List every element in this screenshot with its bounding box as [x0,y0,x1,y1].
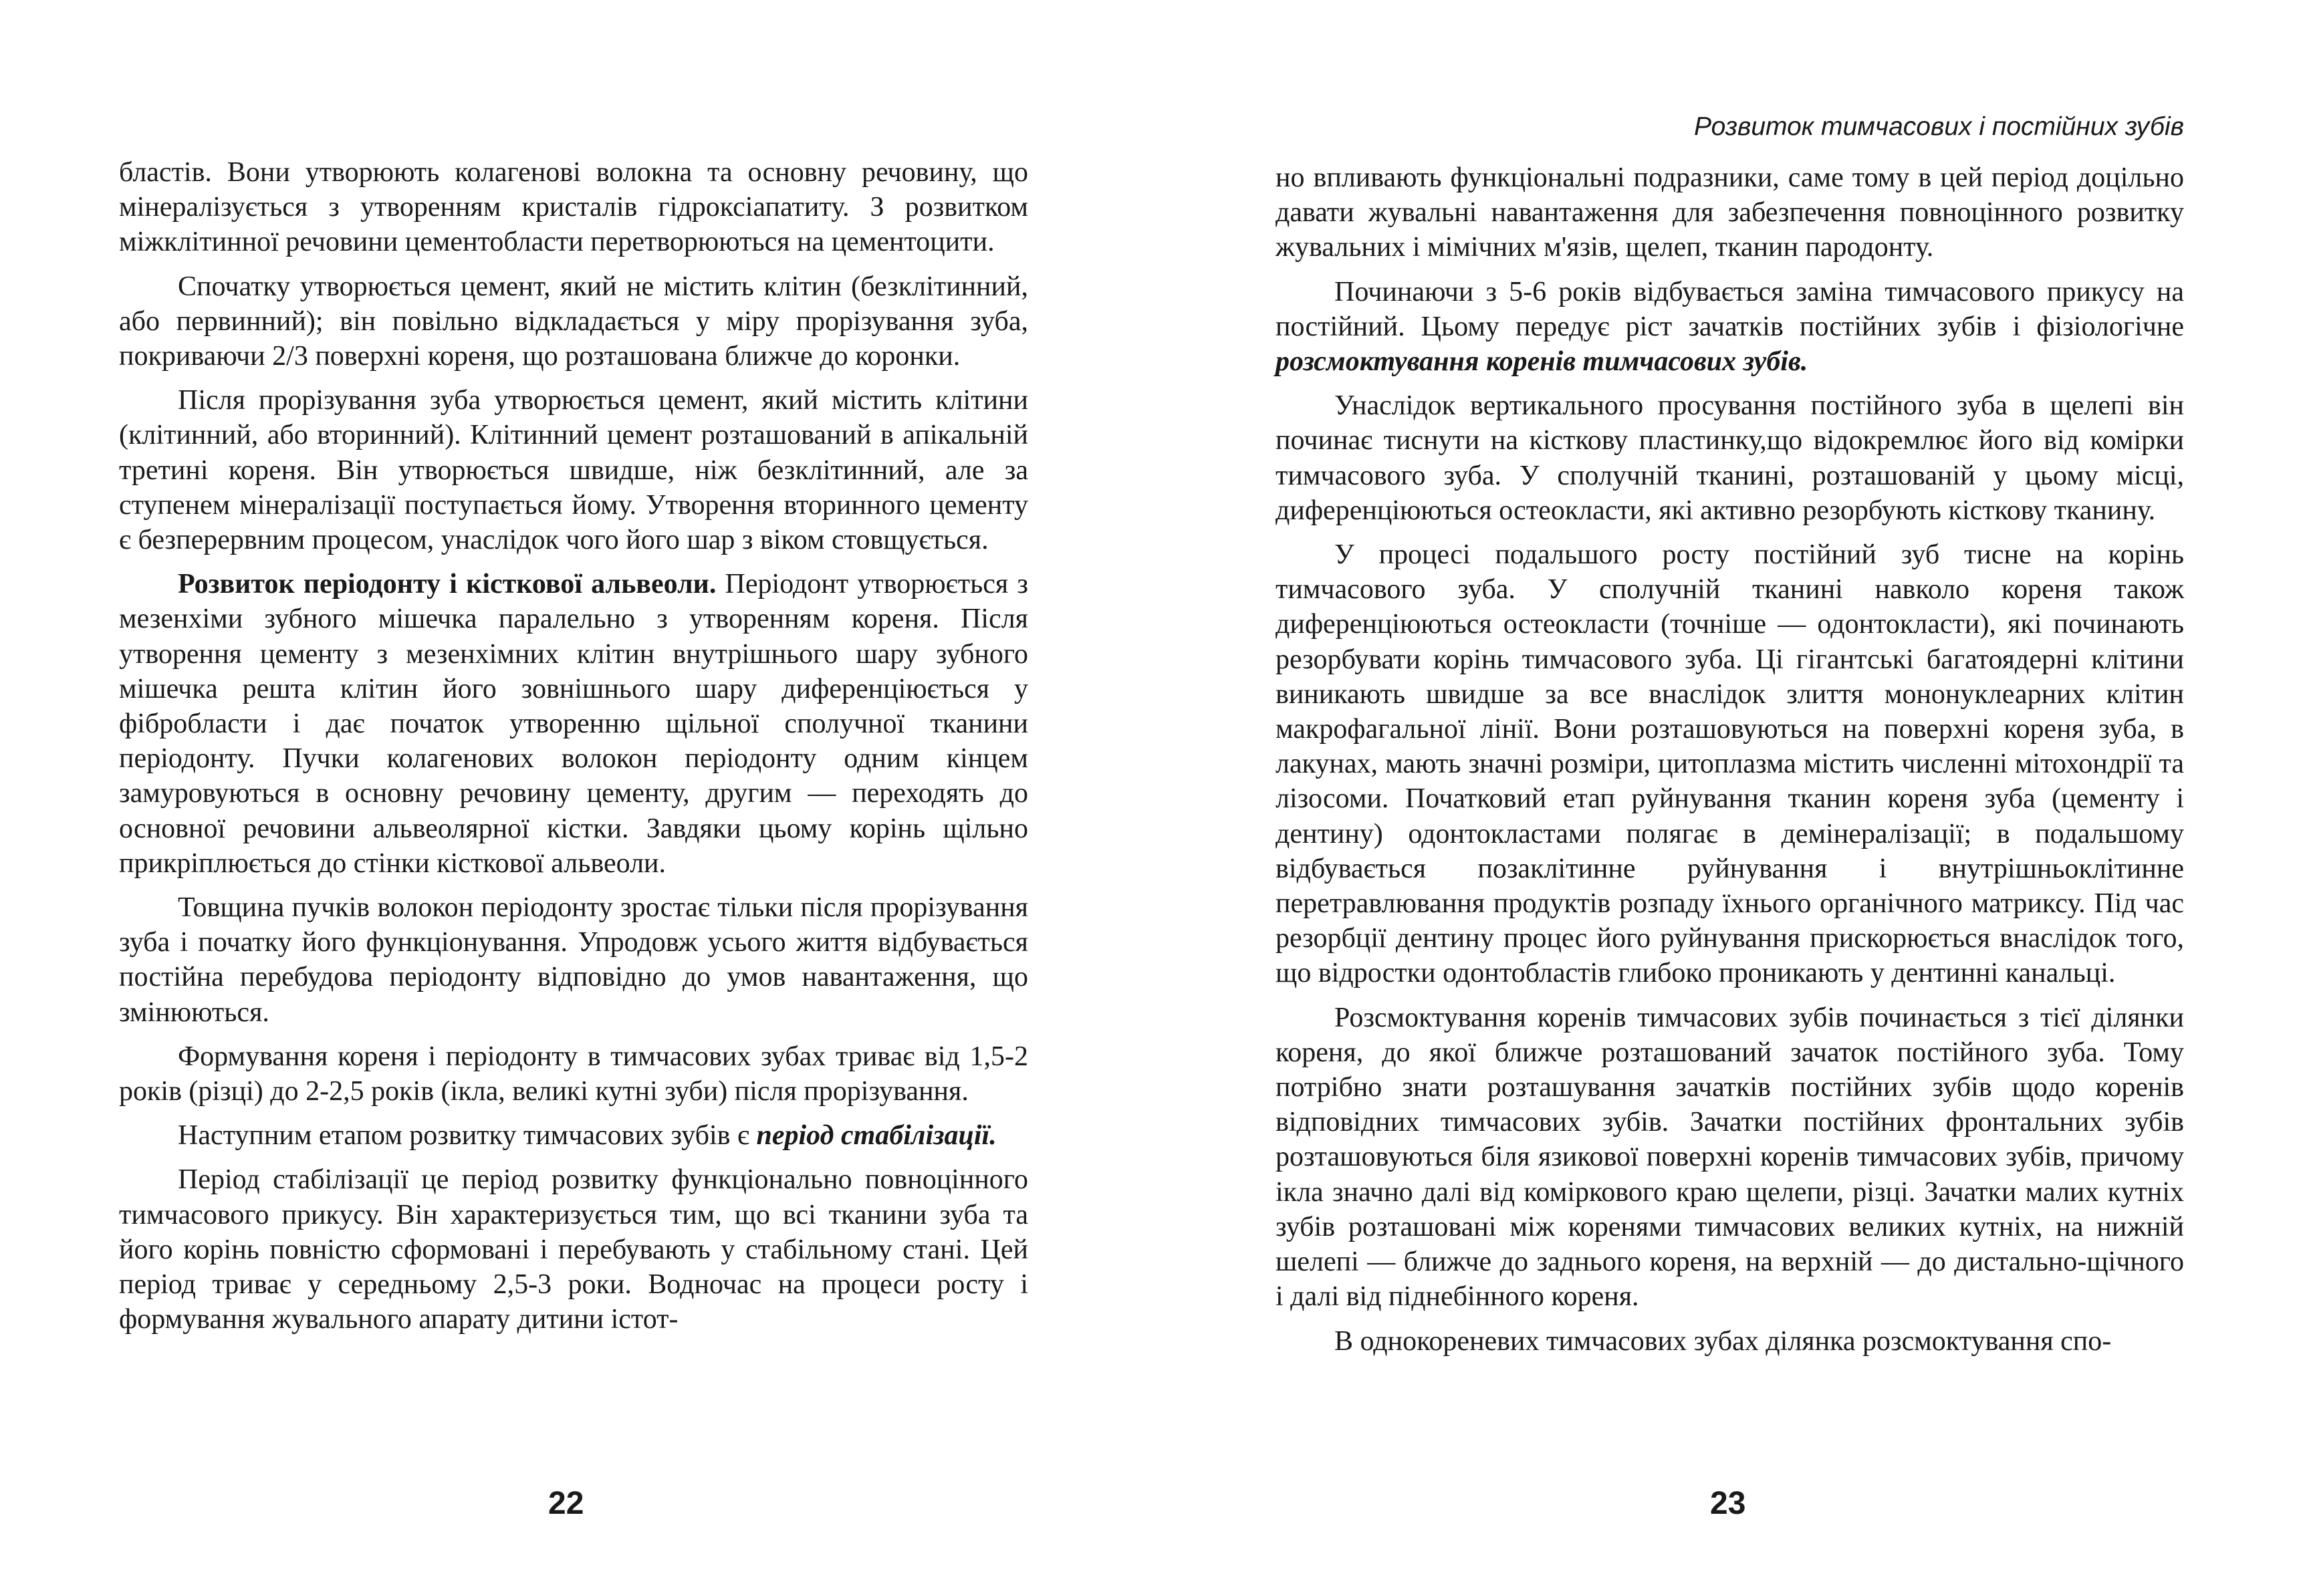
right-page [1150,0,2301,1596]
paragraph: Розсмоктування коренів тимчасових зубів починається з тієї ділянки кореня, до якої ближче розташований зачаток постійного зуба. Тому потрібно знати розташування зачатків постійних зубів щодо коренів відповідних тимчасових зубів. Зачатки постійних фронтальних зубів розташовуються біля язикової поверхні коренів тимчасових зубів, причому ікла значно далі від коміркового краю щелепи, різці. Зачатки малих кутніх зубів розташовані між коренями тимчасових великих кутніх, на нижній шелепі — ближче до заднього кореня, на верхній — до дистально-щічного і далі від піднебінного кореня. [1276,1002,2184,1313]
paragraph: У процесі подальшого росту постійний зуб тисне на корінь тимчасового зуба. У сполучній тканині навколо кореня також диференціюються остеокласти (точніше — одонтокласти), які починають резорбувати корінь тимчасового зуба. Ці гігантські багатоядерні клітини виникають швидше за все внаслідок злиття мононуклеарних клітин макрофагальної лінії. Вони розташовуються на поверхні кореня зуба, в лакунах, мають значні розміри, цитоплазма містить численні мітохондрії та лізосоми. Початковий етап руйнування тканин кореня зуба (цементу і дентину) одонтокластами полягає в демінералізації; в подальшому відбувається позаклітинне руйнування і внутрішньоклітинне перетравлювання продуктів розпаду їхнього органічного матриксу. Під час резорбції дентину процес його руйнування прискорюється внаслідок того, що відростки одонтобластів глибоко проникають у дентинні канальці. [1276,539,2184,989]
paragraph: Товщина пучків волокон періодонту зростає тільки після прорізування зуба і початку його функціонування. Упродовж усього життя відбувається постійна перебудова періодонту відповідно до умов навантаження, що змінюються. [119,892,1028,1028]
section-heading: Розвиток періодонту і кісткової альвеоли. [178,569,717,600]
left-page-body [119,155,1028,1347]
paragraph [1276,275,2184,380]
paragraph: В однокореневих тимчасових зубах ділянка розсмоктування спо- [1334,1325,2112,1357]
paragraph-text: Періодонт утворюється з мезенхіми зубного мішечка паралельно з утворенням кореня. Після утворення цементу з мезенхімних клітин внутрішнього шару зубного мішечка решта клітин його зовнішнього шару диференціюється у фібробласти і дає початок утворенню щільної сполучної тканини періодонту. Пучки колагенових волокон періодонту одним кінцем замуровуються в основну речовину цементу, другим — переходять до основної речовини альвеолярної кістки. Завдяки цьому корінь щільно прикріплюється до стінки кісткової альвеоли. [119,569,1028,879]
paragraph: Період стабілізації це період розвитку функціонально повноцінного тимчасового прикусу. Він характеризується тим, що всі тканини зуба та його корінь повністю сформовані і перебувають у стабільному стані. Цей період триває у середньому 2,5-3 роки. Водночас на процеси росту і формування жувального апарату дитини істот- [119,1164,1028,1335]
paragraph-text: Починаючи з 5-6 років відбувається заміна тимчасового прикусу на постійний. Цьому передує ріст зачатків постійних зубів і фізіологічне [1276,276,2184,342]
emphasized-term: розсмоктування коренів тимчасових зубів. [1276,346,1808,378]
paragraph [119,567,1028,881]
right-page-body [1276,160,2184,1368]
paragraph: Спочатку утворюється цемент, який не містить клітин (безклітинний, або первинний); він повільно відкладається у міру прорізування зуба, покриваючи 2/3 поверхні кореня, що розташована ближче до коронки. [119,271,1028,372]
paragraph: Унаслідок вертикального просування постійного зуба в щелепі він починає тиснути на кісткову пластинку,що відокремлює його від комірки тимчасового зуба. У сполучній тканині, розташованій у цьому місці, диференціюються остеокласти, які активно резорбують кісткову тканину. [1276,390,2184,526]
page-number: 22 [548,1486,584,1521]
paragraph: но впливають функціональні подразники, саме тому в цей період доцільно давати жувальні навантаження для забезпечення повноцінного розвитку жувальних і мімічних м'язів, щелеп, тканин пародонту. [1276,162,2184,263]
paragraph: Формування кореня і періодонту в тимчасових зубах триває від 1,5-2 років (різці) до 2-2,5 років (ікла, великі кутні зуби) після прорізування. [119,1041,1028,1107]
running-header: Розвиток тимчасових і постійних зубів [1694,112,2184,141]
paragraph: бластів. Вони утворюють колагенові волокна та основну речовину, що мінералізується з утворенням кристалів гідроксіапатиту. З розвитком міжклітинної речовини цементобласти перетворюються на цементоцити. [119,157,1028,258]
paragraph: Після прорізування зуба утворюється цемент, який містить клітини (клітинний, або вторинний). Клітинний цемент розташований в апікальній третині кореня. Він утворюється швидше, ніж безклітинний, але за ступенем мінералізації поступається йому. Утворення вторинного цементу є безперервним процесом, унаслідок чого його шар з віком стовщується. [119,385,1028,556]
paragraph [119,1118,1028,1153]
paragraph-text: Наступним етапом розвитку тимчасових зубів є [178,1120,757,1152]
left-page [0,0,1150,1596]
page-number: 23 [1710,1486,1746,1521]
emphasized-term: період стабілізації. [756,1120,997,1152]
